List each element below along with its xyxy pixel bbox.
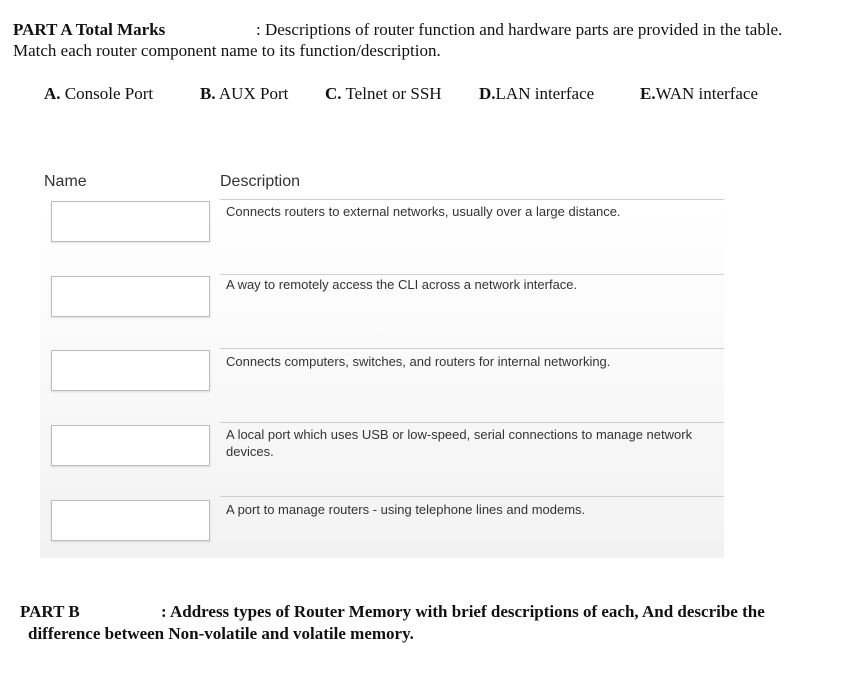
option-letter: B. bbox=[200, 84, 216, 103]
option-b bbox=[200, 84, 288, 104]
option-label: AUX Port bbox=[215, 84, 289, 103]
description-column-header: Description bbox=[220, 173, 301, 190]
option-letter: A. bbox=[44, 84, 61, 103]
row-divider bbox=[220, 274, 724, 275]
name-answer-box-3[interactable] bbox=[51, 350, 210, 391]
option-e bbox=[640, 84, 758, 104]
name-answer-box-2[interactable] bbox=[51, 276, 210, 317]
option-letter: E. bbox=[640, 84, 656, 103]
name-column-header: Name bbox=[44, 173, 87, 190]
option-label: WAN interface bbox=[655, 84, 759, 103]
row-divider bbox=[220, 496, 724, 497]
option-label: Telnet or SSH bbox=[341, 84, 442, 103]
option-label: LAN interface bbox=[495, 84, 595, 103]
part-b-instruction-line2: difference between Non-volatile and volatile memory. bbox=[28, 624, 414, 643]
part-a-instruction-line1: : Descriptions of router function and hardware parts are provided in the table. bbox=[256, 20, 783, 39]
part-a-header bbox=[13, 19, 853, 60]
part-a-title: PART A Total Marks bbox=[13, 20, 166, 39]
description-4: A local port which uses USB or low-speed, serial connections to manage network devices. bbox=[226, 427, 693, 459]
option-label: Console Port bbox=[60, 84, 154, 103]
name-answer-box-1[interactable] bbox=[51, 201, 210, 242]
description-1: Connects routers to external networks, usually over a large distance. bbox=[226, 204, 621, 219]
option-a bbox=[44, 84, 153, 104]
option-c bbox=[325, 84, 442, 104]
row-divider bbox=[220, 422, 724, 423]
description-5: A port to manage routers - using telephone lines and modems. bbox=[226, 502, 586, 517]
option-letter: C. bbox=[325, 84, 342, 103]
name-answer-box-4[interactable] bbox=[51, 425, 210, 466]
option-d bbox=[479, 84, 594, 104]
part-a-instruction-line2: Match each router component name to its function/description. bbox=[13, 41, 441, 60]
description-3: Connects computers, switches, and routers for internal networking. bbox=[226, 354, 611, 369]
row-divider bbox=[220, 199, 724, 200]
description-2: A way to remotely access the CLI across a network interface. bbox=[226, 277, 578, 292]
part-b-header bbox=[20, 601, 840, 643]
part-b-title: PART B bbox=[20, 602, 80, 621]
row-divider bbox=[220, 348, 724, 349]
name-answer-box-5[interactable] bbox=[51, 500, 210, 541]
part-b-instruction-line1: : Address types of Router Memory with brief descriptions of each, And describe the bbox=[161, 602, 765, 621]
option-letter: D. bbox=[479, 84, 496, 103]
